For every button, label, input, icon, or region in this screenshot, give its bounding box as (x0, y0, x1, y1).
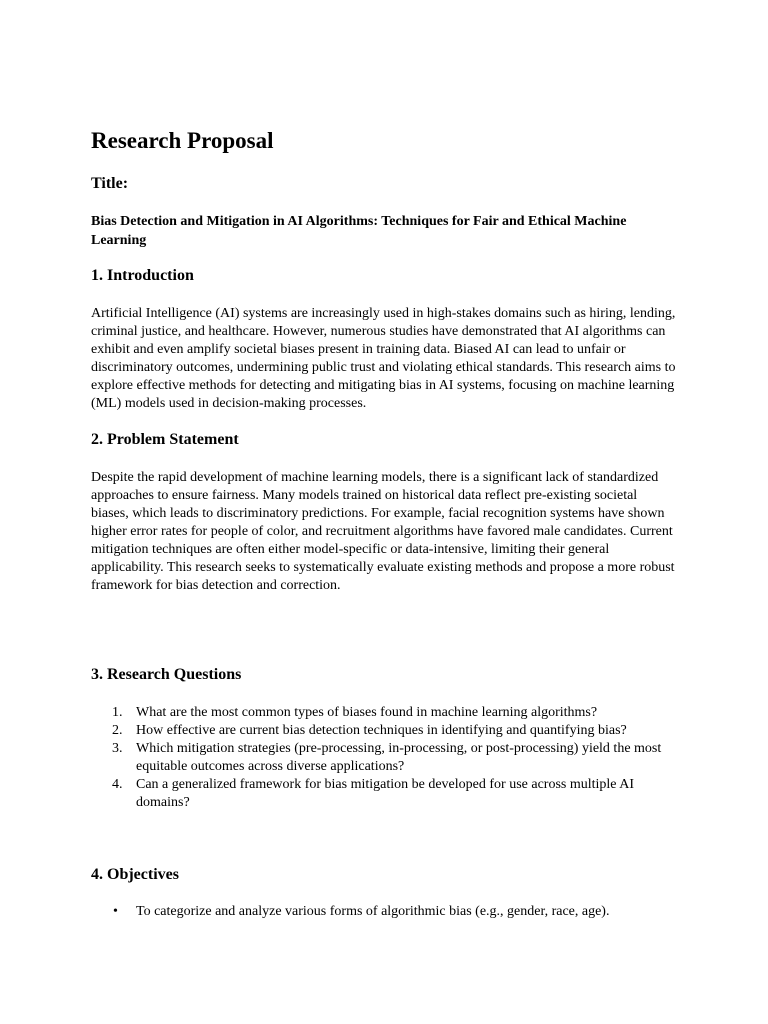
research-questions-heading: 3. Research Questions (91, 666, 242, 683)
introduction-body: Artificial Intelligence (AI) systems are increasingly used in high-stakes domains such as hiring, lending, criminal justice, and healthcare. However, numerous studies have demonstrated that AI algorithms can exhibit and even amplify societal biases present in training data. Biased AI can lead to unfair or discriminatory outcomes, undermining public trust and violating ethical standards. This research aims to explore effective methods for detecting and mitigating bias in AI systems, focusing on machine learning (ML) models used in decision-making processes. (91, 306, 676, 411)
objectives-heading: 4. Objectives (91, 866, 179, 883)
list-number: 4. (112, 777, 123, 792)
list-item (91, 722, 681, 740)
list-item-text: Which mitigation strategies (pre-processing, in-processing, or post-processing) yield the most equitable outcomes across diverse applications? (136, 741, 662, 774)
bullet-icon: • (113, 904, 118, 919)
objectives-list (91, 903, 681, 921)
list-item-text: How effective are current bias detection techniques in identifying and quantifying bias? (136, 723, 627, 738)
list-item (91, 903, 681, 921)
proposal-title: Bias Detection and Mitigation in AI Algorithms: Techniques for Fair and Ethical Machine Learning (91, 214, 627, 248)
document-heading: Research Proposal (91, 128, 274, 153)
list-item-text: Can a generalized framework for bias mitigation be developed for use across multiple AI domains? (136, 777, 634, 810)
list-number: 2. (112, 723, 123, 738)
problem-statement-body: Despite the rapid development of machine learning models, there is a significant lack of standardized approaches to ensure fairness. Many models trained on historical data reflect pre-existing societal biases, which leads to discriminatory predictions. For example, facial recognition systems have shown higher error rates for people of color, and recruitment algorithms have favored male candidates. Current mitigation techniques are often either model-specific or data-intensive, limiting their general applicability. This research seeks to systematically evaluate existing methods and propose a more robust framework for bias detection and correction. (91, 470, 675, 593)
list-number: 3. (112, 741, 123, 756)
list-item-text: To categorize and analyze various forms of algorithmic bias (e.g., gender, race, age). (136, 904, 610, 919)
problem-statement-heading: 2. Problem Statement (91, 431, 239, 448)
title-label: Title: (91, 175, 129, 192)
list-item (91, 740, 681, 776)
research-questions-list (91, 704, 681, 812)
list-number: 1. (112, 705, 123, 720)
list-item (91, 776, 681, 812)
introduction-heading: 1. Introduction (91, 267, 194, 284)
list-item (91, 704, 681, 722)
list-item-text: What are the most common types of biases found in machine learning algorithms? (136, 705, 598, 720)
